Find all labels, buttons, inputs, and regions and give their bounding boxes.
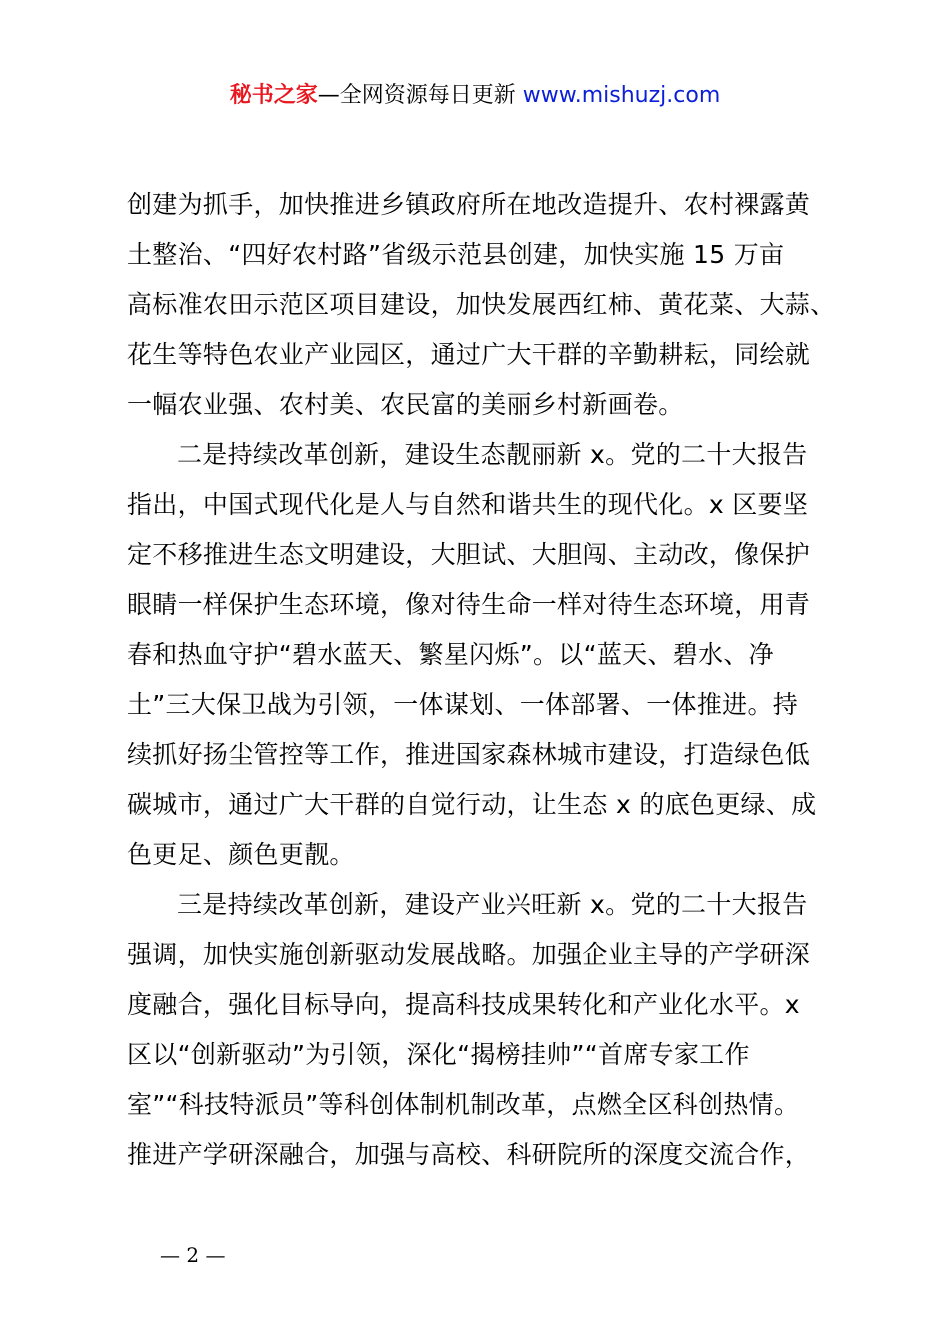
site-header <box>0 80 950 112</box>
text-line: 度融合，强化目标导向，提高科技成果转化和产业化水平。x <box>127 990 800 1019</box>
text-line: 室”“科技特派员”等科创体制机制改革，点燃全区科创热情。 <box>127 1090 800 1119</box>
text-line: 创建为抓手，加快推进乡镇政府所在地改造提升、农村裸露黄 <box>127 190 811 219</box>
paragraph-start-line: 三是持续改革创新，建设产业兴旺新 x。党的二十大报告 <box>177 890 808 919</box>
document-body <box>127 180 847 1180</box>
text-line: 区以“创新驱动”为引领，深化“揭榜挂帅”“首席专家工作 <box>127 1040 750 1069</box>
page-number: — 2 — <box>160 1243 226 1267</box>
text-line: 土整治、“四好农村路”省级示范县创建，加快实施 15 万亩 <box>127 240 785 269</box>
text-line: 定不移推进生态文明建设，大胆试、大胆闯、主动改，像保护 <box>127 540 811 569</box>
text-line: 土”三大保卫战为引领，一体谋划、一体部署、一体推进。持 <box>127 690 799 719</box>
text-line: 推进产学研深融合，加强与高校、科研院所的深度交流合作， <box>127 1140 811 1169</box>
text-line: 续抓好扬尘管控等工作，推进国家森林城市建设，打造绿色低 <box>127 740 811 769</box>
paragraph-start-line: 二是持续改革创新，建设生态靓丽新 x。党的二十大报告 <box>177 440 808 469</box>
text-line: 指出，中国式现代化是人与自然和谐共生的现代化。x 区要坚 <box>127 490 809 519</box>
text-line: 色更足、颜色更靓。 <box>127 840 355 869</box>
text-line: 花生等特色农业产业园区，通过广大干群的辛勤耕耘，同绘就 <box>127 340 811 369</box>
text-line: 一幅农业强、农村美、农民富的美丽乡村新画卷。 <box>127 390 684 419</box>
text-line: 春和热血守护“碧水蓝天、繁星闪烁”。以“蓝天、碧水、净 <box>127 640 774 669</box>
text-line: 强调，加快实施创新驱动发展战略。加强企业主导的产学研深 <box>127 940 811 969</box>
site-brand: 秘书之家 <box>229 83 318 108</box>
site-url-link[interactable]: www.mishuzj.com <box>522 83 721 108</box>
text-line: 眼睛一样保护生态环境，像对待生命一样对待生态环境，用青 <box>127 590 811 619</box>
text-line: 碳城市，通过广大干群的自觉行动，让生态 x 的底色更绿、成 <box>127 790 817 819</box>
site-tagline: —全网资源每日更新 <box>317 83 523 108</box>
text-line: 高标准农田示范区项目建设，加快发展西红柿、黄花菜、大蒜、 <box>127 290 836 319</box>
